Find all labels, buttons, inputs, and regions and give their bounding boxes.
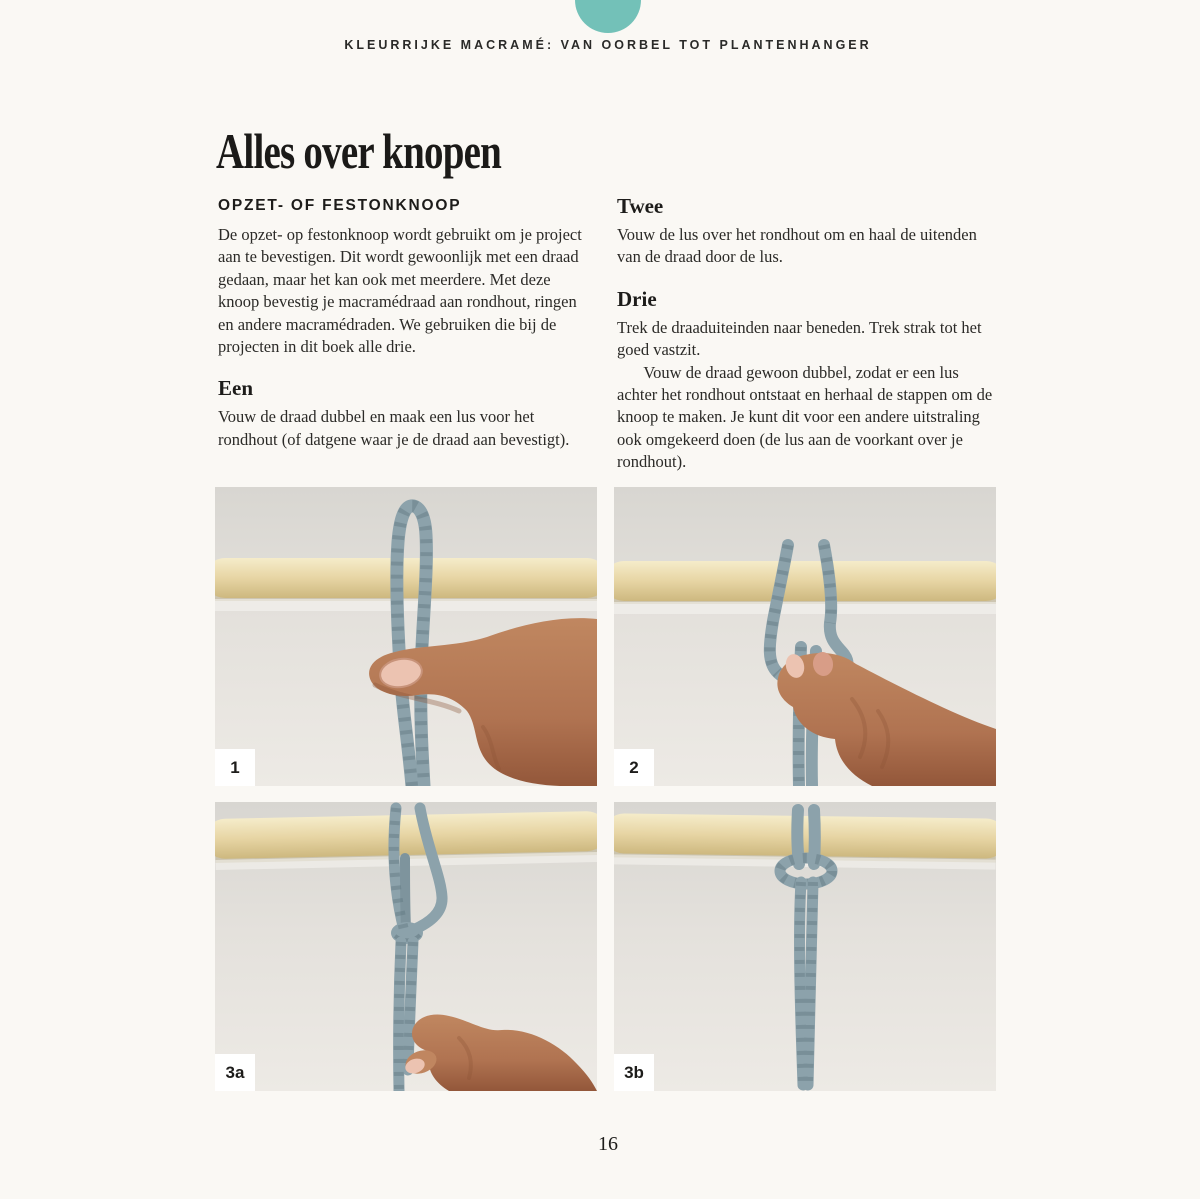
step-twee-heading: Twee: [617, 194, 664, 218]
photo-label-1: 1: [215, 749, 255, 786]
step-2-illustration: [614, 487, 996, 786]
section-heading: OPZET- OF FESTONKNOOP: [218, 197, 462, 214]
step-een-heading: Een: [218, 376, 254, 401]
light-band: [215, 599, 597, 611]
photo-step-2: [614, 487, 996, 786]
left-column: [218, 197, 590, 451]
wooden-dowel: [614, 561, 996, 601]
page-title: Alles over knopen: [216, 123, 502, 179]
step-drie-paragraph-2: Vouw de draad gewoon dubbel, zodat er een lus achter het rondhout ontstaat en herhaal de stappen om de knoop te maken. Je kunt dit voor een andere uitstraling ook omgekeerd doen (de lus aan de voorkant over je rondhout).: [617, 362, 993, 472]
step-een-paragraph: Vouw de draad dubbel en maak een lus voor het rondhout (of datgene waar je de draad aan bevestigt).: [218, 407, 570, 449]
step-drie-heading: Drie: [617, 286, 657, 311]
wooden-dowel: [215, 811, 597, 859]
intro-paragraph: De opzet- op festonknoop wordt gebruikt om je project aan te bevestigen. Dit wordt gewoonlijk met een draad gedaan, maar het kan ook met meerdere. Met deze knoop bevestig je macramédraad aan rondhout, ringen en andere macramédraden. We gebruiken die bij de projecten in dit boek alle drie.: [218, 225, 582, 357]
teal-semicircle-ornament: [575, 0, 641, 33]
running-header: KLEURRIJKE MACRAMÉ: VAN OORBEL TOT PLANTENHANGER: [344, 38, 872, 52]
photo-step-3b: [614, 802, 996, 1091]
photo-label-3a: 3a: [215, 1054, 255, 1091]
wooden-dowel: [215, 558, 597, 598]
step-twee-paragraph: Vouw de lus over het rondhout om en haal de uitenden van de draad door de lus.: [617, 225, 977, 267]
step-1-illustration: [215, 487, 597, 786]
photo-label-3b: 3b: [614, 1054, 654, 1091]
photo-label-2: 2: [614, 749, 654, 786]
wooden-dowel: [614, 813, 996, 859]
step-drie-paragraph-1: Trek de draaduiteinden naar beneden. Trek strak tot het goed vastzit.: [617, 317, 982, 360]
step-3a-illustration: [215, 802, 597, 1091]
photo-step-1: [215, 487, 597, 786]
page-number: 16: [598, 1133, 618, 1155]
light-band: [614, 602, 996, 614]
step-3b-illustration: [614, 802, 996, 1091]
right-column: [617, 193, 999, 474]
photo-step-3a: [215, 802, 597, 1091]
cord-inner-strand: [405, 858, 406, 928]
